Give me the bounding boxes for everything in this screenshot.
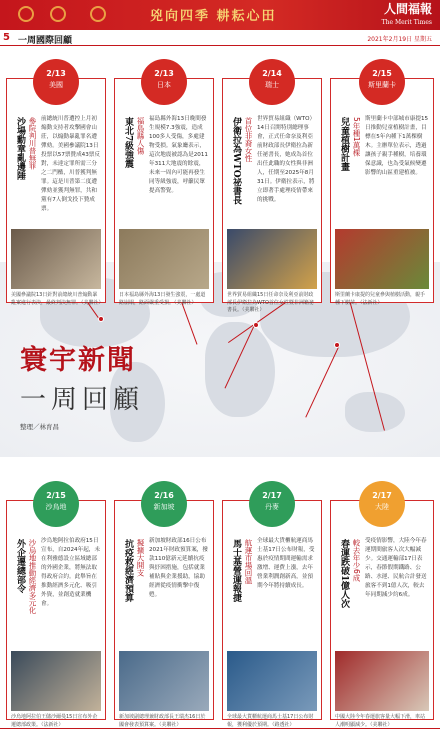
news-body: 受疫情影響，大陸今年春運期間旅客人次大幅減少。交通運輸部17日表示，春節假期鐵路、公路、水運、民航合計發送旅客不到1億人次，較去年同期減少約6成。 [365, 538, 427, 598]
news-body: 沙烏地阿拉伯政府15日宣布，自2024年起，未在利雅德設立區域總部的外國企業，將無法取得政府合約。此舉旨在推動經濟多元化、吸引外資，並創造就業機會。 [41, 538, 100, 607]
flower-icon [90, 6, 106, 22]
news-card [6, 69, 106, 306]
news-body: 斯里蘭卡中部城市康提15日推動兒童植樹計畫，目標在5年內種下1萬棵樹木。主辦單位表示，透過讓孩子親手種樹，培養環保意識，也為受氣候變遷影響的山區重建植被。 [365, 116, 429, 176]
date-pin [249, 59, 295, 105]
news-card [6, 491, 106, 728]
page-number: 5 [3, 32, 10, 43]
location-dot [253, 322, 259, 328]
pin-date: 2/17 [262, 491, 282, 500]
photo-caption: 美國參議院13日針對前總統川普煽動暴亂案進行表決，最終判決無罪。（美聯社） [11, 292, 104, 306]
news-headline: 兒童植樹計畫 [339, 117, 349, 171]
news-subhead: 5年種1萬棵 [352, 117, 361, 157]
news-subhead: 福島縣人傷 [136, 117, 145, 155]
photo-caption: 中國大陸今年春運旅客量大幅下滑，車站人潮明顯減少。（美聯社） [335, 714, 426, 728]
location-dot [334, 342, 340, 348]
pin-country: 瑞士 [265, 81, 279, 89]
news-photo [11, 229, 101, 289]
news-subhead: 較去年少6成 [352, 539, 361, 582]
photo-caption: 世界貿易組織15日任命奈及利亞前財政部長伊衛拉為WTO首位女性暨非洲籍祕書長。（美聯社） [227, 292, 314, 313]
flower-icon [18, 6, 34, 22]
date-pin [249, 481, 295, 527]
pin-country: 大陸 [375, 503, 389, 511]
headline-block [20, 338, 144, 431]
news-subhead: 參院判川普無罪 [28, 117, 37, 170]
paper-logo [382, 3, 432, 29]
news-body: 新加坡財政部16日公布2021年財政預算案，撥款110億新元延續抗疫與紓困措施，包括就業補貼與企業援助，協助經濟從疫情衝擊中復甦。 [149, 538, 208, 598]
header-banner [0, 0, 440, 30]
news-photo [119, 651, 209, 711]
headline-subtitle: 一周回顧 [20, 385, 145, 415]
news-headline: 馬士基營運報捷 [231, 539, 241, 602]
news-headline: 外企遷總部令 [15, 539, 25, 593]
photo-caption: 沙烏地阿拉伯王儲沙爾曼15日宣布外企遷總部政策。（法新社） [11, 714, 98, 728]
news-photo [227, 651, 317, 711]
pin-country: 美國 [49, 81, 63, 89]
pin-country: 沙烏地 [45, 503, 67, 511]
pin-country: 日本 [157, 81, 171, 89]
news-subhead: 擬擴大開支 [136, 539, 145, 577]
photo-caption: 斯里蘭卡康提的兒童參與植樹活動，親手種下樹苗。（法新社） [335, 292, 426, 306]
date-pin [359, 59, 405, 105]
date-pin [141, 481, 187, 527]
pin-date: 2/15 [46, 491, 66, 500]
news-photo [11, 651, 101, 711]
news-body: 福島縣外海13日晚間發生規模7.3強震，造成100多人受傷，多處建物受損。氣象廳表示，這次地震被認為是2011年311大地震的餘震，未來一周內可能再發生同等級強震，呼籲民眾提高警覺。 [149, 116, 208, 194]
issue-date: 2021年2月19日 星期五 [367, 36, 432, 43]
paper-name-en: The Merit Times [381, 19, 432, 26]
date-pin [359, 481, 405, 527]
news-body: 全球最大貨櫃航運商馬士基17日公布財報，受惠於疫情期間運輸需求激增、運費上漲，去年營業利潤創新高，並預期今年將持續成長。 [257, 538, 315, 589]
pin-date: 2/15 [372, 69, 392, 78]
news-headline: 東北7級強震 [123, 117, 133, 169]
news-body: 世界貿易組織（WTO）14日召開特別總理事會，正式任命奈及利亞前財政部長伊衛拉為新任祕書長，她成為首位出任此職的女性與非洲人，任期至2025年8月31日。伊衛拉表示，將立即著手處理疫情帶來的挑戰。 [257, 116, 316, 203]
byline: 整理／林育昌 [20, 423, 59, 431]
flower-icon [50, 6, 66, 22]
date-pin [33, 481, 79, 527]
date-pin [141, 59, 187, 105]
date-pin [33, 59, 79, 105]
slogan: 兇向四季 耕耘心田 [150, 9, 277, 24]
photo-caption: 日本福島縣外海13日發生強震，一處道路崩塌，路面嚴重受損。（美聯社） [119, 292, 206, 306]
news-card [222, 69, 322, 313]
news-card [114, 69, 214, 306]
news-headline: 沙場勳章亂邊陲 [15, 117, 25, 180]
news-card [330, 69, 434, 306]
paper-name: 人間福報 [383, 2, 432, 16]
photo-caption: 全球最大貨櫃航運商馬士基17日公布財報，獲利優於預期。（路透社） [227, 714, 314, 728]
news-subhead: 航運市場回溫 [244, 539, 253, 584]
column-title: 一周國際回顧 [18, 36, 73, 46]
photo-caption: 新加坡副總理兼財政部長王瑞杰16日於國會發表預算案。（美聯社） [119, 714, 206, 728]
headline-title: 寰宇新聞 [20, 345, 136, 376]
africa-shape [205, 322, 275, 417]
location-dot [98, 316, 104, 322]
news-subhead: 沙烏地推動經濟多元化 [28, 539, 37, 614]
news-photo [335, 651, 429, 711]
news-photo [119, 229, 209, 289]
news-headline: 伊衛拉為WTO祕書長 [231, 117, 241, 205]
pin-country: 新加坡 [153, 503, 175, 511]
news-photo [227, 229, 317, 289]
pin-date: 2/17 [372, 491, 392, 500]
pin-date: 2/16 [154, 491, 174, 500]
news-card [114, 491, 214, 728]
pin-country: 斯里蘭卡 [368, 81, 396, 89]
news-card [222, 491, 322, 728]
pin-date: 2/13 [154, 69, 174, 78]
news-body: 前總統川普遭控上月初煽動支持者攻擊國會山莊，以煽動暴亂罪名遭彈劾。美國參議院13日投票以57票贊成43票反對，未達定罪所需三分之二門檻，川普獲判無罪。這是川普第二度遭彈劾並獲判無罪，共和黨有7人倒戈投下贊成票。 [41, 116, 100, 212]
news-headline: 抗疫救經濟預算 [123, 539, 133, 602]
news-photo [335, 229, 429, 289]
pin-date: 2/13 [46, 69, 66, 78]
news-headline: 春運跌破1億人次 [339, 539, 349, 609]
news-subhead: 首位非裔女性 [244, 117, 253, 162]
pin-date: 2/14 [262, 69, 282, 78]
section-header [0, 32, 440, 46]
footer-rule [0, 728, 440, 729]
news-card [330, 491, 434, 728]
pin-country: 丹麥 [265, 503, 279, 511]
